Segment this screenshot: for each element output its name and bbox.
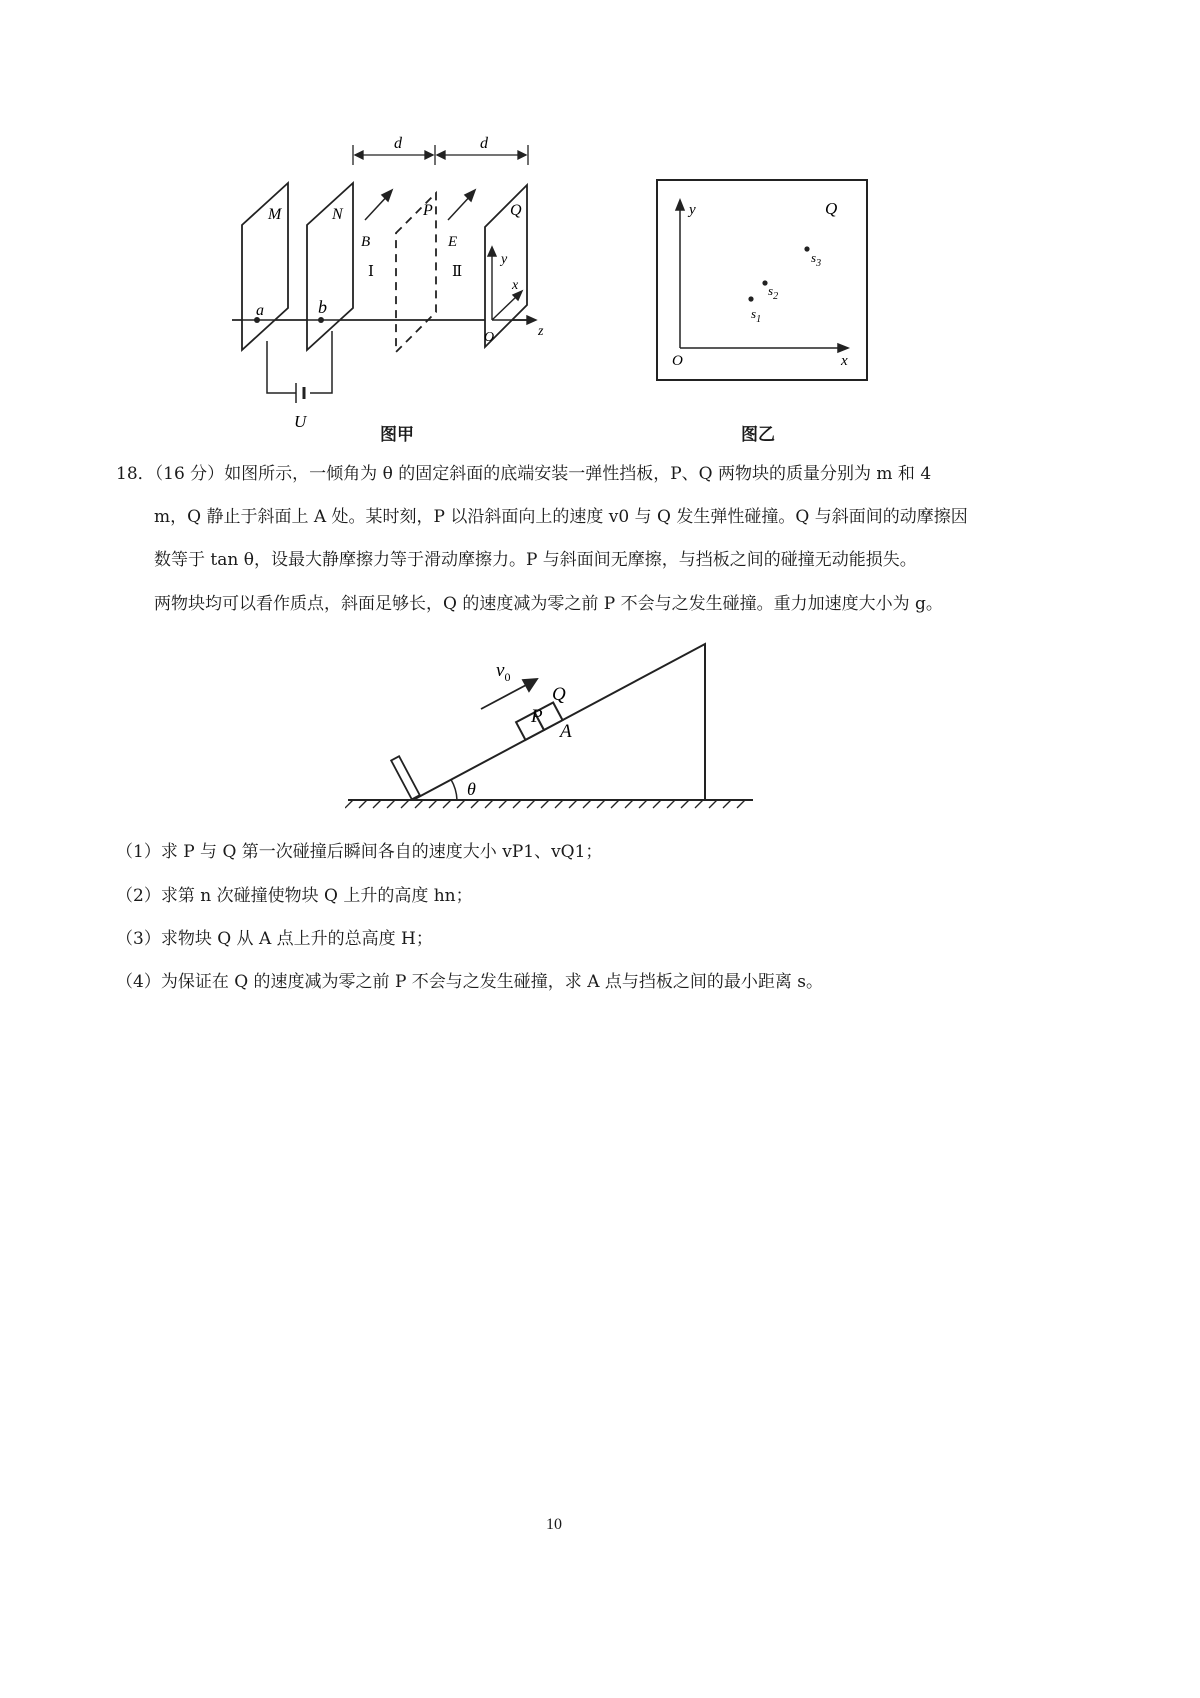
angle-label: θ [467,779,476,799]
yi-origin-label: O [672,353,683,369]
figure-jia [220,135,560,445]
figure-yi-caption: 图乙 [741,425,775,445]
spot-s2 [762,280,767,285]
voltage-label: U [294,412,307,431]
origin-label: O [484,330,495,345]
gap-label-2: d [480,135,488,152]
elastic-baffle [391,756,420,799]
spot-s3-label: $s_3$ [811,250,822,269]
plate-P-label: P [423,202,433,219]
spot-s1-label: $s_1$ [751,306,762,325]
figure-yi [655,178,870,383]
battery-circuit [267,331,332,403]
problem-first-line [116,462,931,486]
region-1-label: Ⅰ [368,264,374,280]
problem-intro-line3: 数等于 tan θ，设最大静摩擦力等于滑动摩擦力。P 与斜面间无摩擦，与挡板之间的碰撞无动能损失。 [154,550,917,570]
plate-M-label: M [268,206,282,223]
block-Q-label: Q [552,684,566,705]
spot-s3 [804,246,809,251]
sub-question-2: （2）求第 n 次碰撞使物块 Q 上升的高度 hn； [116,886,473,906]
problem-intro-line2: m，Q 静止于斜面上 A 处。某时刻，P 以沿斜面向上的速度 v0 与 Q 发生弹性碰撞。Q 与斜面间的动摩擦因 [154,507,968,527]
block-P-label: P [531,706,543,727]
ground-hatch [345,800,745,808]
sub-question-1: （1）求 P 与 Q 第一次碰撞后瞬间各自的速度大小 vP1、vQ1； [116,842,603,862]
b-field-label: B [361,234,371,250]
figure-jia-caption: 图甲 [380,425,414,445]
yi-screen-label: Q [825,199,838,218]
page-number: 10 [546,1516,562,1533]
problem-intro-line4: 两物块均可以看作质点，斜面足够长，Q 的速度减为零之前 P 不会与之发生碰撞。重力加速度大小为 g。 [154,594,943,614]
yi-axis-x-label: x [841,353,848,369]
angle-arc [451,780,457,801]
spot-s2-label: $s_2$ [768,283,779,302]
plate-Q-label: Q [510,202,522,219]
axis-x-label: x [512,278,519,293]
figure-slope [345,640,760,815]
point-b [318,317,324,323]
plate-N [307,183,353,350]
axis-z-label: z [538,324,544,339]
sub-question-3: （3）求物块 Q 从 A 点上升的总高度 H； [116,929,433,949]
region-2-label: Ⅱ [452,264,463,280]
axis-y-label: y [501,252,508,267]
b-field-arrow [365,190,392,220]
point-a-label: a [256,302,264,319]
point-A-label: A [560,721,572,742]
e-field-label: E [448,234,458,250]
gap-label-1: d [394,135,402,152]
e-field-arrow [448,190,475,220]
yi-axis-y-label: y [689,202,696,218]
problem-intro-line1: 如图所示，一倾角为 θ 的固定斜面的底端安装一弹性挡板，P、Q 两物块的质量分别为 m 和 4 [224,464,932,484]
plate-N-label: N [332,206,343,223]
problem-number: 18． [116,464,155,484]
sub-question-4: （4）为保证在 Q 的速度减为零之前 P 不会与之发生碰撞，求 A 点与挡板之间的最小距离 s。 [116,972,824,992]
velocity-label: $v_0$ [496,660,511,684]
spot-s1 [748,296,753,301]
problem-score: （16 分） [154,464,225,484]
point-b-label: b [318,297,327,317]
